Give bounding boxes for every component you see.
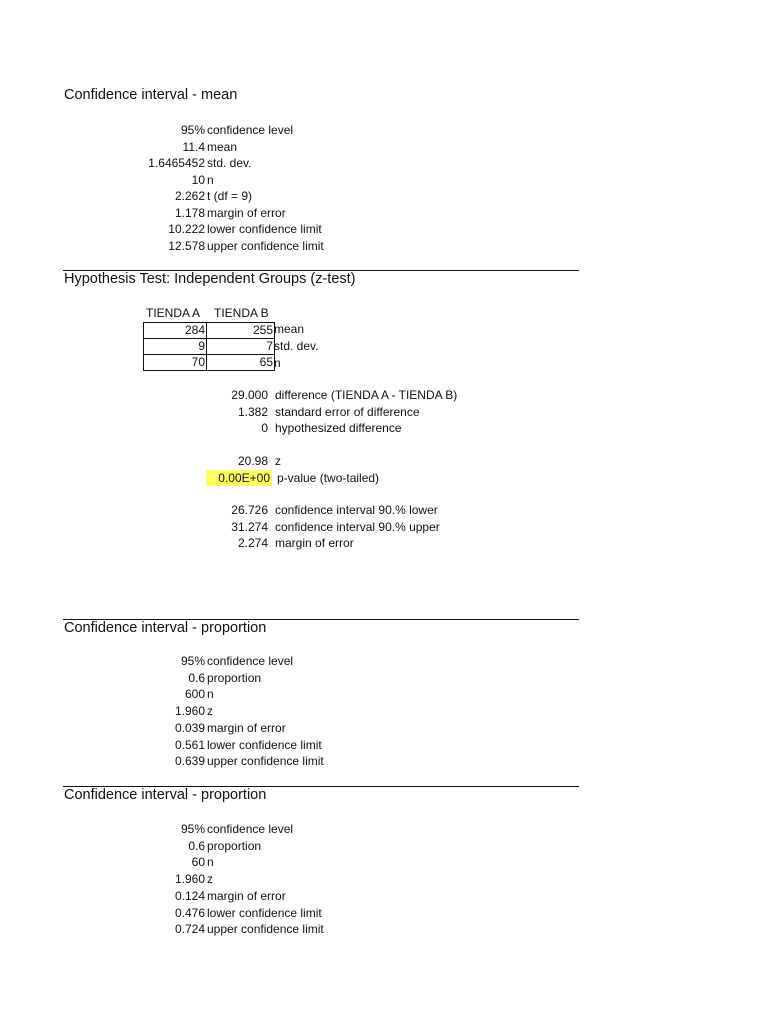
stat-value: 0.039 bbox=[174, 720, 205, 735]
table-row-label: n bbox=[274, 356, 281, 370]
stat-value: 0.124 bbox=[174, 888, 205, 903]
tienda-a-value: 9 bbox=[144, 339, 207, 355]
stat-value: 12.578 bbox=[168, 238, 205, 253]
stat-value: 11.4 bbox=[182, 139, 205, 154]
stat-label: n bbox=[207, 855, 214, 870]
stat-value: 26.726 bbox=[231, 503, 268, 517]
column-header-tienda-b: TIENDA B bbox=[214, 306, 269, 320]
stat-label: z bbox=[207, 872, 213, 887]
stat-value: 1.6465452 bbox=[148, 156, 205, 170]
stat-label: confidence level bbox=[207, 654, 294, 668]
tienda-b-value: 65 bbox=[207, 355, 275, 371]
stat-label: upper confidence limit bbox=[207, 922, 324, 937]
table-row-label: mean bbox=[274, 322, 305, 336]
section-title-ci-proportion-1: Confidence interval - proportion bbox=[64, 620, 267, 636]
stat-label: mean bbox=[207, 139, 238, 154]
stat-value: 1.382 bbox=[237, 404, 268, 419]
stat-label: lower confidence limit bbox=[207, 905, 322, 920]
stat-label: proportion bbox=[207, 670, 262, 685]
stat-value: 0.476 bbox=[174, 905, 205, 920]
stat-label: z bbox=[207, 704, 213, 719]
stat-label: proportion bbox=[207, 838, 262, 853]
stat-value: 95% bbox=[180, 123, 205, 137]
stat-label: lower confidence limit bbox=[207, 737, 322, 752]
section-title-ci-mean: Confidence interval - mean bbox=[64, 87, 238, 103]
tienda-a-value: 284 bbox=[144, 323, 207, 339]
stat-value: 1.960 bbox=[174, 872, 205, 887]
stat-label: n bbox=[207, 172, 214, 187]
stat-label: standard error of difference bbox=[275, 404, 420, 419]
stat-label: t (df = 9) bbox=[207, 189, 253, 203]
stat-label: confidence level bbox=[207, 822, 294, 836]
stat-label: difference (TIENDA A - TIENDA B) bbox=[275, 388, 458, 402]
stat-value: 1.178 bbox=[174, 205, 205, 220]
stat-value: 31.274 bbox=[231, 519, 268, 534]
stat-value: 2.274 bbox=[237, 536, 268, 550]
stat-value: 1.960 bbox=[174, 704, 205, 719]
stat-label: margin of error bbox=[275, 536, 354, 550]
stat-label: confidence level bbox=[207, 123, 294, 137]
stat-label: margin of error bbox=[207, 720, 286, 735]
stat-value: 10 bbox=[191, 172, 205, 187]
stat-value: 2.262 bbox=[174, 189, 205, 203]
z-value: 20.98 bbox=[237, 454, 268, 468]
tienda-b-value: 255 bbox=[207, 323, 275, 339]
z-label: z bbox=[275, 454, 281, 468]
stat-label: margin of error bbox=[207, 205, 286, 220]
stat-value: 0.6 bbox=[188, 670, 205, 685]
stat-value: 0.561 bbox=[174, 737, 205, 752]
stat-value: 29.000 bbox=[231, 388, 268, 402]
stat-value: 0.639 bbox=[174, 754, 205, 769]
stat-label: hypothesized difference bbox=[275, 421, 402, 435]
stat-value: 0.724 bbox=[174, 922, 205, 937]
stat-label: margin of error bbox=[207, 888, 286, 903]
table-row bbox=[144, 323, 275, 339]
stat-label: upper confidence limit bbox=[207, 754, 324, 769]
stat-value: 0.6 bbox=[188, 838, 205, 853]
stat-label: lower confidence limit bbox=[207, 222, 322, 236]
table-row bbox=[144, 355, 275, 371]
p-value-label: p-value (two-tailed) bbox=[277, 471, 380, 485]
column-header-tienda-a: TIENDA A bbox=[146, 306, 201, 320]
stat-value: 60 bbox=[191, 855, 205, 870]
section-title-hypothesis-test: Hypothesis Test: Independent Groups (z-test) bbox=[64, 271, 356, 287]
stat-value: 600 bbox=[184, 687, 205, 702]
stat-value: 95% bbox=[180, 822, 205, 836]
stat-label: confidence interval 90.% upper bbox=[275, 519, 440, 534]
stat-value: 10.222 bbox=[168, 222, 205, 236]
tienda-b-value: 7 bbox=[207, 339, 275, 355]
stat-label: std. dev. bbox=[207, 156, 252, 170]
stat-value: 0 bbox=[261, 421, 268, 435]
stat-label: n bbox=[207, 687, 214, 702]
table-row-label: std. dev. bbox=[274, 339, 319, 353]
tienda-a-value: 70 bbox=[144, 355, 207, 371]
stat-label: upper confidence limit bbox=[207, 238, 324, 253]
input-table bbox=[143, 322, 275, 371]
stat-value: 95% bbox=[180, 654, 205, 668]
p-value-highlighted: 0.00E+00 bbox=[206, 470, 272, 486]
section-title-ci-proportion-2: Confidence interval - proportion bbox=[64, 787, 267, 803]
table-row bbox=[144, 339, 275, 355]
stat-label: confidence interval 90.% lower bbox=[275, 503, 438, 517]
